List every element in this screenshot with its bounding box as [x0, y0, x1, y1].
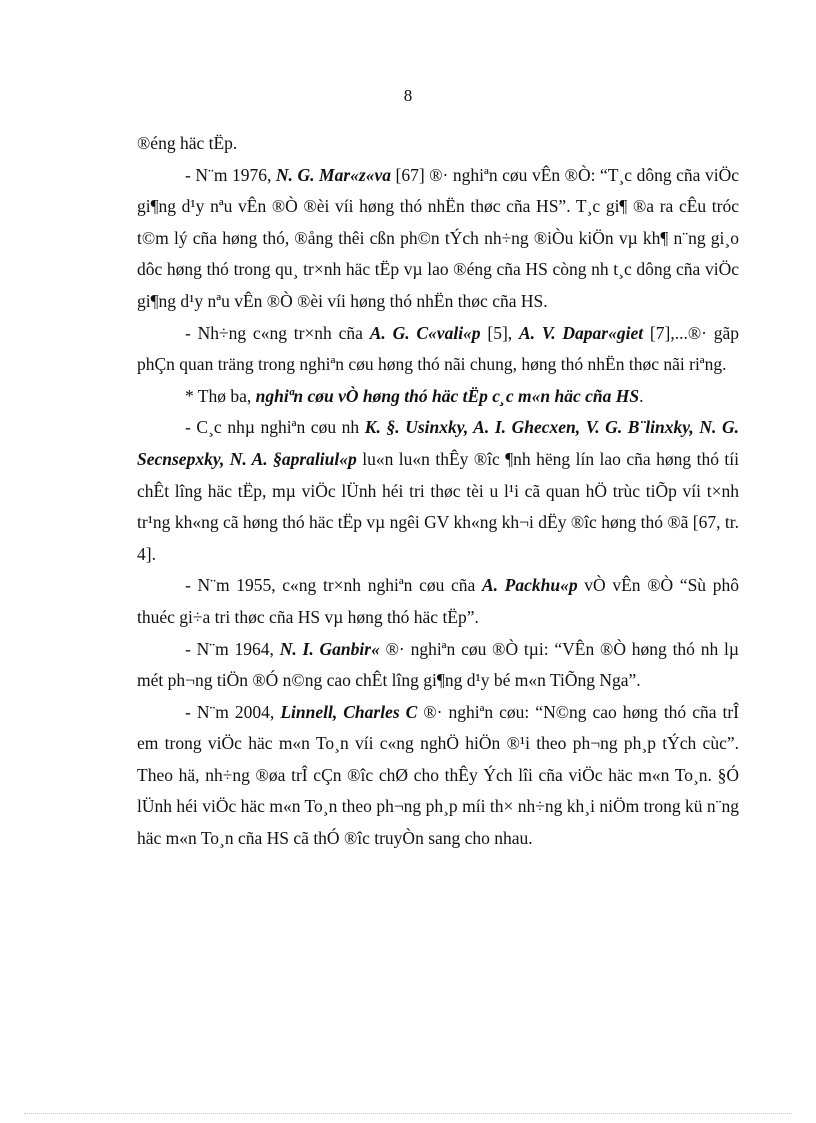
paragraph: [137, 697, 739, 855]
author-name: A. Packhu«p: [481, 575, 578, 596]
author-name: K. §. Usinxky, A. I. Ghecxen, V. G. B¨linxky, N. G. Secnsepxky, N. A. §apraliul«p: [137, 417, 739, 469]
text-segment: ®· nghiªn cøu: “N©ng cao høng thó cña trÎ em trong viÖc häc m«n To¸n víi c«ng nghÖ hiÖn ®¹i theo ph¬ng ph¸p tÝch cùc”. Theo hä, nh÷ng ®øa trÎ cÇn ®îc chØ cho thÊy Ých lîi cña viÖc häc m«n To¸n. §Ó lÜnh héi viÖc häc m«n To¸n theo ph¬ng ph¸p míi th× nh÷ng kh¸i niÖm trong kü n¨ng häc m«n To¸n cña HS cã thÓ ®îc truyÒn sang cho nhau.: [137, 701, 740, 849]
text-segment: - C¸c nhµ nghiªn cøu nh: [185, 417, 365, 438]
author-name: N. I. Ganbir«: [279, 638, 380, 659]
paragraph: [137, 634, 739, 697]
text-segment: * Thø ba,: [185, 385, 256, 406]
page-number: 8: [403, 86, 413, 105]
text-segment: vÒ vÊn ®Ò “Sù phô thuéc gi÷a tri thøc cña HS vµ høng thó häc tËp”.: [137, 575, 739, 627]
paragraph: [137, 412, 739, 570]
text-segment: - N¨m 1976,: [185, 164, 276, 185]
text-segment: [67] ®· nghiªn cøu vÊn ®Ò: “T¸c dông cña viÖc gi¶ng d¹y nªu vÊn ®Ò ®èi víi høng thó nhËn thøc cña HS”. T¸c gi¶ ®a ra cÊu tróc t©m lý cña høng thó, ®ång thêi cßn ph©n tÝch nh÷ng ®iÒu kiÖn vµ kh¶ n¨ng gi¸o dôc høng thó trong qu¸ tr×nh häc tËp vµ lao ®éng cña HS còng nh t¸c dông cña viÖc gi¶ng d¹y nªu vÊn ®Ò ®èi víi høng thó nhËn thøc cña HS.: [137, 164, 739, 311]
text-segment: .: [639, 385, 644, 406]
body-text: [137, 128, 739, 855]
author-name: N. G. Mar«z«va: [275, 164, 391, 185]
text-segment: - Nh÷ng c«ng tr×nh cña: [185, 322, 370, 343]
author-name: Linnell, Charles C: [280, 701, 418, 722]
paragraph: [137, 160, 739, 318]
author-name: A. V. Dapar«giet: [518, 322, 644, 343]
paragraph: [137, 381, 739, 413]
author-name: A. G. C«vali«p: [369, 322, 481, 343]
text-segment: ®· nghiªn cøu ®Ò tµi: “VÊn ®Ò høng thó nh lµ mét ph¬ng tiÖn ®Ó n©ng cao chÊt lîng gi¶ng d¹y bé m«n TiÕng Nga”.: [137, 638, 739, 691]
text-segment: [5],: [480, 322, 519, 343]
text-segment: [7],...®· gãp phÇn quan träng trong nghiªn cøu høng thó nãi chung, høng thó nhËn thøc nãi riªng.: [137, 322, 740, 375]
paragraph: [137, 570, 739, 633]
author-name: nghiªn cøu vÒ høng thó häc tËp c¸c m«n häc cña HS: [255, 385, 640, 406]
paragraph: [137, 318, 739, 381]
text-segment: lu«n lu«n thÊy ®îc ¶nh hëng lín lao cña høng thó tíi chÊt lîng häc tËp, mµ viÖc lÜnh héi tri thøc tèi u l¹i cã quan hÖ trùc tiÕp víi t×nh tr¹ng kh«ng cã høng thó häc tËp vµ ngêi GV kh«ng kh¬i dËy ®îc høng thó ®ã [67, tr. 4].: [137, 448, 739, 564]
page-bottom-divider: [24, 1113, 792, 1114]
paragraph: [137, 128, 739, 160]
text-segment: ®éng häc tËp.: [137, 133, 238, 153]
text-segment: - N¨m 1964,: [185, 638, 280, 659]
text-segment: - N¨m 1955, c«ng tr×nh nghiªn cøu cña: [185, 575, 482, 596]
text-segment: - N¨m 2004,: [185, 701, 281, 722]
